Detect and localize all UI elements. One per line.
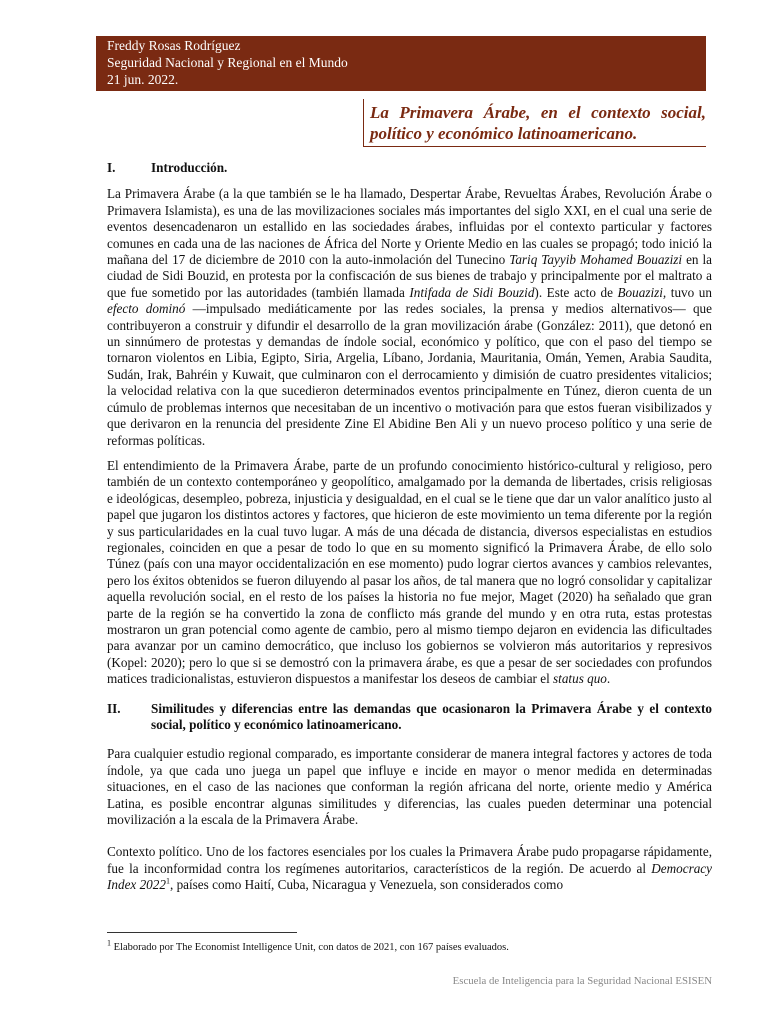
paragraph-similitudes-1: Para cualquier estudio regional comparado, es importante considerar de manera integral factores y actores de toda índole, ya que cada uno juega un papel que influye e incide en mayor o menor medida en determinadas situaciones, en el caso de las naciones que conforman la región africana del norte, oriente medio y América Latina, es posible encontrar algunas similitudes y diferencias, las cuales pueden determinar una potencial movilización a la escala de la Primavera Árabe. bbox=[107, 746, 712, 828]
document-date: 21 jun. 2022. bbox=[107, 72, 179, 87]
text-run: Contexto político. Uno de los factores esenciales por los cuales la Primavera Árabe pudo propagarse rápidamente, fue la inconformidad contra los regímenes autoritarios, característicos de la región. De acuerdo al bbox=[107, 844, 712, 876]
paragraph-contexto-politico bbox=[107, 844, 712, 893]
section-title: Similitudes y diferencias entre las demandas que ocasionaron la Primavera Árabe y el contexto social, político y económico latinoamericano. bbox=[151, 700, 712, 732]
footnote-text: Elaborado por The Economist Intelligence Unit, con datos de 2021, con 167 países evaluados. bbox=[111, 942, 509, 953]
text-run: ). Este acto de bbox=[534, 284, 618, 300]
section-heading-similitudes bbox=[107, 701, 712, 734]
section-heading-introduccion bbox=[107, 160, 712, 176]
paragraph-intro-1 bbox=[107, 186, 712, 449]
section-number: I. bbox=[107, 160, 116, 175]
footnote-divider bbox=[107, 932, 297, 933]
footnote bbox=[107, 938, 712, 954]
paragraph-intro-2 bbox=[107, 458, 712, 688]
italic-term: Intifada de Sidi Bouzid bbox=[409, 284, 535, 300]
text-run: . bbox=[606, 671, 611, 687]
section-title: Introducción. bbox=[151, 160, 228, 175]
footnote-number: 1 bbox=[107, 938, 111, 948]
footnote-ref[interactable]: 1 bbox=[165, 876, 170, 886]
italic-term: status quo bbox=[553, 671, 607, 687]
text-run: tuvo un bbox=[666, 284, 712, 300]
italic-name: Bouazizi, bbox=[617, 284, 667, 300]
document-header bbox=[96, 36, 706, 91]
text-run: —impulsado mediáticamente por las redes sociales, la prensa y medios alternativos— que contribuyeron a construir y difundir el desarrollo de la gran movilización árabe (González: 2011), que detonó en un sinnúmero de protestas y demandas de índole social, económico y político, que con el paso del tiempo se tornaron violentos en Libia, Egipto, Siria, Argelia, Líbano, Jordania, Mauritania, Omán, Yemen, Arabia Saudita, Sudán, Irak, Bahréin y Kuwait, que culminaron con el derrocamiento y dimisión de cuatro presidentes vitalicios; la velocidad relativa con la que sucedieron determinados eventos principalmente en Túnez, dieron cuenta de un cúmulo de problemas internos que necesitaban de un incentivo o motivación para que estos fueran visibilizados y que derivaron en la renuncia del presidente Zine El Abidine Ben Ali y un nuevo proceso político y una serie de reformas políticas. bbox=[107, 301, 712, 448]
italic-term: Democracy Index 2022 bbox=[107, 860, 712, 893]
section-number: II. bbox=[107, 700, 121, 716]
course-name: Seguridad Nacional y Regional en el Mundo bbox=[107, 55, 348, 70]
author-name: Freddy Rosas Rodríguez bbox=[107, 38, 241, 53]
document-body bbox=[107, 160, 712, 903]
italic-term: efecto dominó bbox=[107, 301, 186, 317]
text-run: , países como Haití, Cuba, Nicaragua y Venezuela, son considerados como bbox=[169, 877, 564, 893]
text-run: en la ciudad de Sidi Bouzid, en protesta por la confiscación de sus bienes de trabajo y principalmente por el maltrato a que fue sometido por las autoridades (también llamada bbox=[107, 252, 713, 300]
text-run: La Primavera Árabe (a la que también se le ha llamado, Despertar Árabe, Revueltas Árabes, Revolución Árabe o Primavera Islamista), es una de las movilizaciones sociales más importantes del siglo XXI, en el cual una serie de eventos desencadenaron un estallido en las sociedades árabes, influidas por el contexto particular y factores comunes en cada una de las naciones de África del Norte y Oriente Medio en las cuales se propagó; todo inició la mañana del 17 de diciembre de 2010 con la auto-inmolación del Tunecino bbox=[107, 186, 712, 268]
document-title: La Primavera Árabe, en el contexto social, político y económico latinoamericano. bbox=[363, 99, 706, 147]
italic-name: Tariq Tayyib Mohamed Bouazizi bbox=[509, 252, 683, 268]
page-footer: Escuela de Inteligencia para la Seguridad Nacional ESISEN bbox=[452, 975, 712, 987]
text-run: El entendimiento de la Primavera Árabe, parte de un profundo conocimiento histórico-cultural y religioso, pero también de un contexto contemporáneo y geopolítico, amalgamado por la demanda de libertades, crisis religiosas e ideológicas, desempleo, pobreza, injusticia y desigualdad, en el cual se le tiene que dar un valor analítico justo al papel que jugaron los distintos actores y factores, que hicieron de este movimiento un tema diferente por la región y sus particularidades en la cual tuvo lugar. A más de una década de distancia, diversos especialistas en estudios regionales, coinciden en que a pesar de todo lo que en su momento significó la Primavera Árabe, de ello solo Túnez (país con una mayor occidentalización en ese momento) pudo lograr ciertos avances y cambios relevantes, pero los éxitos obtenidos se fueron diluyendo al pasar los años, de tal manera que no logró consolidar y capitalizar aquella revolución social, en el resto de los países la historia no fue mejor, Maget (2020) ha señalado que gran parte de la región se ha convertido la zona de conflicto más grande del mundo y en otra ruta, estas protestas mostraron un gran potencial como agente de cambio, pero al mismo tiempo dejaron en evidencia las dificultades para avanzar por un camino democrático, que incluso los gobiernos se volvieron más autoritarios y represivos (Kopel: 2020); pero lo que si se demostró con la primavera árabe, es que a pesar de ser sociedades con profundos matices tradicionalistas, estuvieron dispuestos a manifestar los deseos de cambiar el bbox=[107, 457, 712, 687]
